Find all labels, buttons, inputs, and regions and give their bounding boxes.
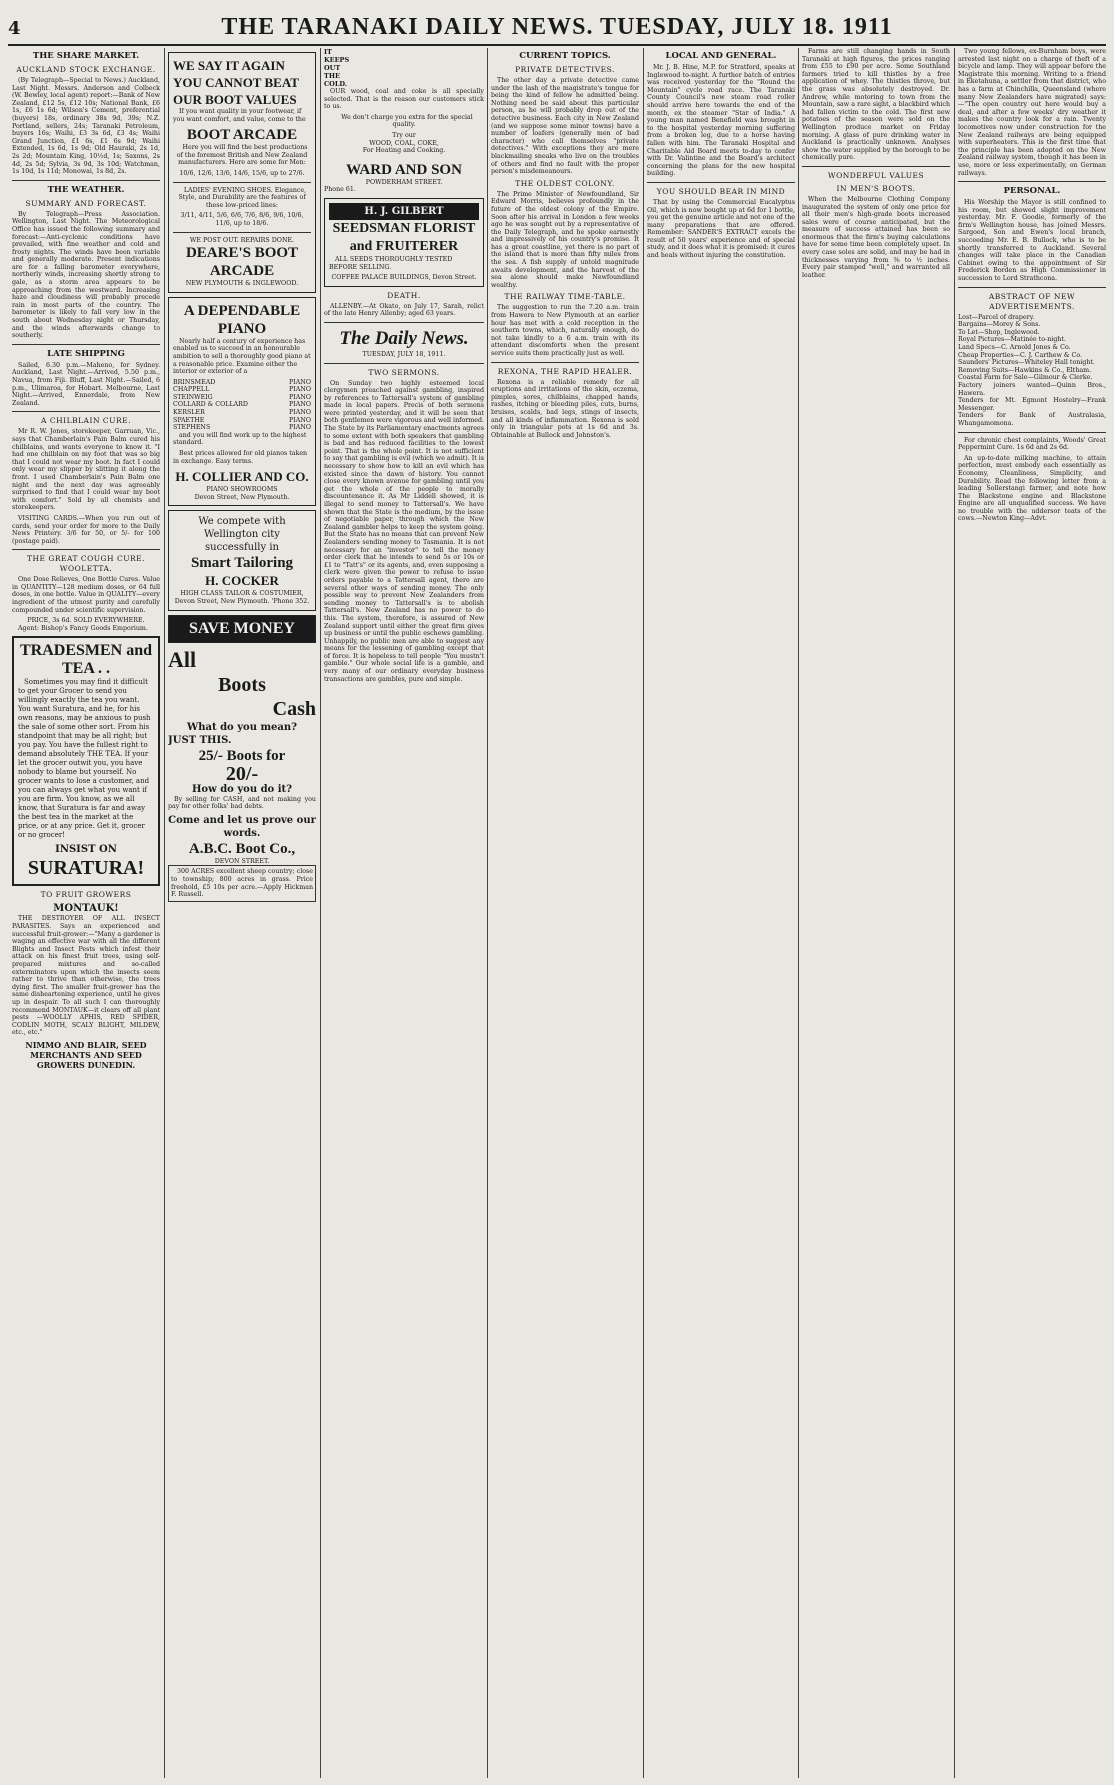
abstract-item: To Let—Shop, Inglewood. [958,328,1040,336]
personal-heading: PERSONAL. [1003,186,1061,197]
we-say-text: If you want quality in your footwear, if you want comfort, and value, come to the [173,108,306,123]
collier-name: H. COLLIER AND CO. [175,469,309,485]
weather-heading: THE WEATHER. [47,184,125,195]
piano-list-item: STEINWEIG PIANO [173,393,311,401]
page-number: 4 [8,18,21,39]
piano-list [173,379,311,432]
death-notice: ALLENBY.—At Okato, on July 17, Sarah, relict of the late Henry Allenby; aged 63 years. [324,302,484,318]
wood-coal-coke: WOOD, COAL, COKE, [369,139,439,147]
cocker-intro: We compete with Wellington city successfully in [198,516,286,554]
post-out: WE POST OUT. REPAIRS DONE. [189,236,295,244]
coal-charge: We don't charge you extra for the special quality. [341,113,473,129]
rexona-text: Rexona is a reliable remedy for all eruptions and irritations of the skin, eczema, pimples, sores, chilblains, chapped hands, rashes, itching or bleeding piles, cuts, burns, bruises, scalds, bad legs, stings of insects, and all kinds of inflammation. Rexona is sold only in triangular pots at 1s 6d and 3s. Obtainable at Bullock and Johnston's. [491,378,639,439]
suratura-insist: INSIST ON [55,844,117,856]
eucalyptus-heading: YOU SHOULD BEAR IN MIND [656,186,786,196]
montauk-title: MONTAUK! [53,903,119,915]
abc-boot-advert [168,647,316,866]
gilbert-address: COFFEE PALACE BUILDINGS, Devon Street. [331,274,477,282]
cough-cure-price: PRICE, 3s 6d. SOLD EVERYWHERE. [27,617,145,625]
column-6 [802,48,950,1778]
visiting-cards-text: VISITING CARDS.—When you run out of cards, send your order for more to the Daily News Printery. 3/6 for 50, or 5/- for 100 (postage paid). [12,514,160,545]
piano-list-item: SPAETHE PIANO [173,416,311,424]
divider [324,322,484,323]
wonderful-values-text: When the Melbourne Clothing Company inaugurated the system of only one price for all their men's high-grade boots increased sales were of course anticipated, but the measure of success attained has been so enormous that the firm's buying calculations have for some time been completely upset. In every case soles are solid, and may be had in thicknesses varying from ⅜ to ½ inches. Every pair stamped "well," and warranted all leather. [802,195,950,279]
column-3 [324,48,484,1778]
oldest-colony-heading: THE OLDEST COLONY. [515,178,615,188]
abstract-item: Royal Pictures—Matinée to-night. [958,336,1066,344]
abstract-item: Cheap Properties—C. J. Carthew & Co. [958,351,1083,359]
suratura-brand: SURATURA! [27,857,145,880]
oldest-colony-text: The Prime Minister of Newfoundland, Sir Edward Morris, believes profoundly in the future of the oldest colony of the Empire. Soon after his arrival in London a few weeks ago he was sought out by a representative of the Daily Telegraph, and he spoke earnestly and impressively of his country's promise. It has a great coastline, yet there is no part of the island that is more than fifty miles from the sea. A fish supply of untold magnitude awaits development, and the harvest of the sea alone should make Newfoundland wealthy. [491,190,639,289]
blackstone-text: An up-to-date milking machine, to attain perfection, must embody each essentially as Economy, Cleanliness, Simplicity, and Durability. Read the following letter from a leading Sollerstangi farmer, and note how The Blackstone engine and Blackstone Engine are all unqualified success. We have no trouble with the uddersor teats of the cows.—Newton King—Advt. [958,454,1106,523]
cough-cure-text: One Dose Relieves, One Bottle Cures. Value in QUANTITY—128 medium doses, or 64 full doses, in one bottle. Value in QUALITY—every ingredient of the utmost purity and carefully compounded under scientific supervision. [12,576,160,614]
divider [958,432,1106,433]
share-market-heading: THE SHARE MARKET. [32,51,140,61]
piano-list-item: KERSLER PIANO [173,409,311,417]
cocker-name: H. COCKER [205,573,279,589]
abc-come: Come and let us prove our words. [168,814,316,839]
abc-address: DEVON STREET. [214,857,270,865]
abc-how-text: By selling for CASH, and not making you pay for other folks' bad debts. [168,795,316,811]
woods-cure-text: For chronic chest complaints, Woods' Great Peppermint Cure. 1s 6d and 2s 6d. [958,436,1106,452]
column-rule [320,48,321,1778]
chilblain-text: Mr R. W. Jones, storekeeper, Garruan, Vic., says that Chamberlain's Pain Balm cured his chilblains, and wants everyone to know it. "I had one chilblain on my foot that was so big that I could not wear my boot. In fact I could only wear my slipper by slitting it along the front. I used Chamberlain's Pain Balm one night and the next day was agreeably surprised to find that I could wear my boot with comfort." Sold by all chemists and storekeepers. [12,428,160,512]
boot-arcade-advert [168,52,316,293]
divider [12,344,160,345]
deares-address: NEW PLYMOUTH & INGLEWOOD. [185,280,299,288]
column-rule [643,48,644,1778]
piano-advert [168,297,316,507]
divider [802,166,950,167]
save-money-banner [168,615,316,643]
abstract-item: Land Specs—C. Arnold Jones & Co. [958,344,1071,351]
cocker-advert [168,510,316,610]
abc-all: All [168,646,197,672]
piano-list-item: BRINSMEAD PIANO [173,378,311,386]
cocker-address: HIGH CLASS TAILOR & COSTUMIER, Devon Street, New Plymouth. 'Phone 352. [174,590,310,605]
shipping-heading: LATE SHIPPING [47,348,125,359]
abstract-item: Removing Suits—Hawkins & Co., Eltham. [958,366,1092,374]
column-rule [954,48,955,1778]
cough-cure-agent: Agent: Bishop's Fancy Goods Emporium. [18,624,148,632]
share-market-text: (By Telegraph—Special to News.) Auckland, Last Night. Messrs. Anderson and Colbeck (W. Bewley, local agent) report:—Bank of New Zealand, £12 5s, £12 10s; National Bank, £6 1s, £6 1s 6d; Wilson's Cement, preferential (buyers) 18s, ordinary 38s 9d, 39s; N.Z. Portland, sellers, 24s; Taranaki Petroleum, buyers 16s; Waihi, £3 3s 6d, £3 4s; Waihi Grand Junction, £1 6s, £1 6s 9d; Waihi Extended, 1s 6d, 1s 9d; Old Hauraki, 2s 1d, 2s 2d; Mountain King, 10½d, 1s; Saxons, 2s 4d, 2s 5d; Sylvia, 3s 9d, 3s 10d; Watchman, 1s 10d, 1s 11d; Monowai, 1s 8d, 2s. [12,77,160,176]
column-rule [487,48,488,1778]
personal-text: His Worship the Mayor is still confined to his room, but showed slight improvement yesterday. Mr. F. Goodie, formerly of the firm's Wellington house, has joined Messrs. Sargood, Son and Ewen's local branch, succeeding Mr. E. B. Bullock, who is to be shortly transferred to Auckland. Several changes will take place in the Canadian Cabinet owing to the appointment of Sir Frederick Borden as High Commissioner in succession to Lord Strathcona. [958,199,1106,283]
abc-just: JUST THIS. [168,734,232,746]
column-4 [491,48,639,1778]
current-topics-heading: CURRENT TOPICS. [519,51,611,61]
column-7 [958,48,1106,1778]
save-money-text: SAVE MONEY [189,619,295,637]
abstract-item: Tenders for Bank of Australasia, Whangamomona. [958,412,1106,427]
piano-list-item: COLLARD & COLLARD PIANO [173,401,311,409]
chilblain-heading: A CHILBLAIN CURE. [41,416,131,426]
men-prices: 10/6, 12/6, 13/6, 14/6, 15/6, up to 27/6. [179,169,305,177]
abstract-item: Tenders for Mt. Egmont Hostelry—Frank Messenger. [958,397,1106,412]
stock-exchange-subheading: AUCKLAND STOCK EXCHANGE. [16,65,156,74]
divider [173,232,311,233]
abstract-list [958,314,1106,428]
suratura-title: TRADESMEN and TEA . . [19,642,153,678]
rexona-heading: REXONA, THE RAPID HEALER. [497,366,633,376]
column-5 [647,48,795,1778]
gilbert-seedsman: SEEDSMAN FLORIST and FRUITERER [332,220,476,254]
collier-sub: PIANO SHOWROOMS [206,486,278,494]
abc-boots: Boots [218,673,266,696]
acres-ad: 300 ACRES excellent sheep country; close to township; 800 acres in grass. Price freehold, £5 10s per acre.—Apply Hickman F. Russell. [168,865,316,901]
piano-after: and you will find work up to the highest standard. [173,431,307,447]
abstract-item: Factory joiners wanted—Quinn Bros., Hawera. [958,381,1106,397]
heating-cooking: For Heating and Cooking. [362,147,446,155]
abstract-item: Coastal Farm for Sale—Gilmour & Clerke. [958,374,1093,382]
farms-text: Farms are still changing hands in South Taranaki at high figures, the prices ranging from £55 to £90 per acre. Some Southland farmers tried to kill thistles by a free application of whey. The thistles throve, but the grass was absolutely destroyed. Dr. Andrew, while motoring to town from the Mountain, saw a rare sight, a blackbird which had fallen victim to the cold. The first new potatoes of the season were sold on the Wellington produce market on Friday morning. A glass of pure drinking water in Auckland is practically unknown. Analyses show the water supplied by the borough to be chemically pure. [802,48,950,162]
cocker-smart-tailoring: Smart Tailoring [190,555,294,572]
editorial-date: TUESDAY, JULY 18, 1911. [362,350,446,358]
ladies-prices: 3/11, 4/11, 5/6, 6/6, 7/6, 8/6, 9/6, 10/6, 11/6, up to 18/6. [180,212,304,227]
weather-text: By Telegraph—Press Association. Wellington, Last Night. The Meteorological Office has issued the following summary and forecast:—Anti-cyclonic conditions have prevailed, with fine weather and cold and frosty nights. The winds have been variable and generally moderate. Present indications are for a falling barometer everywhere, northerly winds, increasing shortly strong to gale, as a storm area appears to be approaching from the westward. Increasing haze and cloudiness will probably precede rain in most parts of the country. The barometer is likely to fall very low in the south about Wednesday night or Thursday, and the winds afterwards change to southerly. [12,210,160,340]
newspaper-title: THE TARANAKI DAILY NEWS. TUESDAY, JULY 18. 1911 [221,14,893,40]
divider [958,181,1106,182]
fruit-growers-heading: TO FRUIT GROWERS [40,890,132,900]
shipping-text: Sailed, 6.30 p.m.—Maheno, for Sydney. Auckland, Last Night.—Arrived, 5.50 p.m., Navua, from Fiji. Bluff, Last Night.—Sailed, 6 p.m., Ulimaroa, for Hobart. Melbourne, Last Night.—Arrived, Ennerdale, from New Zealand. [12,361,160,407]
divider [173,182,311,183]
column-rule [798,48,799,1778]
ladies-text: LADIES' EVENING SHOES. Elegance, Style, and Durability are the features of these low-priced lines: [178,186,307,209]
column-rule [164,48,165,1778]
try-our: Try our [392,131,416,139]
collier-address: Devon Street, New Plymouth. [194,493,290,501]
railway-text: The suggestion to run the 7.20 a.m. train from Hawera to New Plymouth at an earlier hour has met with a cold reception in the southern towns, which, naturally enough, do not take kindly to a 6 a.m. train with its attendant discomforts when the present service suits them practically just as well. [491,304,639,357]
abc-price-old: 25/- Boots for [198,747,286,764]
weather-subheading: SUMMARY AND FORECAST. [25,198,147,208]
abc-how: How do you do it? [191,783,292,795]
cough-cure-heading: THE GREAT COUGH CURE. WOOLETTA. [26,554,146,574]
coal-text: OUR wood, coal and coke is all specially selected. That is the reason our customers stick to us. [324,88,484,111]
local-general-heading: LOCAL AND GENERAL. [665,51,777,61]
column-1 [12,48,160,1778]
local-general-text: Mr. J. B. Hine, M.P. for Stratford, speaks at Inglewood to-night. A further batch of entries was received yesterday for the "Round the Mountain" cycle road race. The Taranaki County Council's new steam road roller should arrive here towards the end of the month, ex the steamer "Star of India." A young man named Benefield was brought in to the hospital yesterday morning suffering from a broken leg, due to a horse having fallen with him. The Taranaki Hospital and Charitable Aid Board meets to-day to confer with Dr. Valintine and the Board's architect concerning the plans for the new hospital building. [647,64,795,178]
ward-phone: Phone 61. [324,186,356,194]
boot-arcade-title: BOOT ARCADE [186,127,298,144]
divider [491,362,639,363]
abc-cash: Cash [272,697,316,720]
suratura-advert [12,636,160,886]
piano-list-item: CHAPPELL PIANO [173,386,311,394]
cold-advert [324,48,484,88]
divider [324,363,484,364]
piano-list-item: STEPHENS PIANO [173,424,311,432]
railway-heading: THE RAILWAY TIME-TABLE. [504,292,626,302]
mens-boots-subheading: IN MEN'S BOOTS. [836,183,916,193]
montauk-text: THE DESTROYER OF ALL INSECT PARASITES. Says an experienced and successful fruit-grower:—"Many a gardener is waging an effective war with all the different Blights and Insect Pests which infest their attack on his finest fruit trees, using self-prepared mixtures and so-called exterminators upon which the insects seem rather to thrive than otherwise, the trees dying first. The smaller fruit-grower has the same disheartening experience, until he gives up in despair. To all such I can thoroughly recommend MONTAUK—it clears off all plant pests —WOOLLY APHIS, RED SPIDER, CODLIN MOTH, SCALY BLIGHT, MILDEW, etc., etc." [12,915,160,1037]
masthead [8,14,1106,46]
boot-arcade-text: Here you will find the best productions of the foremost British and New Zealand manufacturers. Here are some for Men: [176,144,308,167]
gilbert-name: H. J. GILBERT [329,203,479,220]
divider [647,182,795,183]
suratura-text: Sometimes you may find it difficult to get your Grocer to send you willingly exactly the tea you want. You want Suratura, and he, for his own reasons, may be anxious to push the sale of some other sort. From his standpoint that may be all right; but you pay. You have the fullest right to demand absolutely THE TEA. If your let the grocer outwit you, you have nobody to blame but yourself. No grocer wants to lose a customer, and you can always get what you want if you are firm. You know, as we all know, that Suratura is far and away the best tea in the market at the price, or at any price. Get it, grocer or no grocer! [18,678,151,840]
divider [12,549,160,550]
gilbert-seeds-text: ALL SEEDS THOROUGHLY TESTED BEFORE SELLING. [329,255,453,271]
divider [12,411,160,412]
abc-name: A.B.C. Boot Co., [188,840,296,857]
sermons-text: On Sunday two highly esteemed local clergymen preached against gambling, inspired by references to Tattersall's system of gambling made in local papers. Precis of both sermons were printed yesterday, and it will be seen that both gentlemen were vigorous and well informed. The State by its Parliamentary enactments agrees to some extent with both speakers that gambling is bad and has reduced facilities to the lowest point. That is the whole point. It is not sufficient to say that gambling is evil (which we admit). It is necessary to show how to kill an evil which has existed since the dawn of history. You cannot close every known avenue for gambling until you get the whole of the people to morally discountenance it. As Mr Liddell showed, it is illegal to send money to Tattersall's. We have shown that the State is the medium, by the issue of negotiable paper, through which the New Zealand gambler helps to keep the system going. But the State has no means that can prevent New Zealanders sending money to Tasmania. It is not necessary for an "investor" to tell the money order clerk that he intends to send 5s or 10s or £1 to "Tatt's" or its agents, and, even supposing a clerk were given the power to refuse to issue orders payable to a Tattersall agent, there are several other ways of sending money. The only possible way to prevent New Zealanders from sending money to Tattersall's is to abolish Tattersall's. New Zealand has no power to do this. The system, therefore, is assured of New Zealand support until either the great firm gives up business or until the public eschews gambling. Unhappily, no public men are able to suggest any means for the lessening of gambling except that of force. It is hopeless to tell people "You mustn't gamble." Our whole social life is a gamble, and very many of our ordinary everyday business transactions are gambles, pure and simple. [324,379,484,683]
gilbert-advert [324,198,484,287]
abstract-item: Saunders' Pictures—Whiteley Hall tonight. [958,359,1095,367]
cold-text: IT KEEPS OUT THE COLD. [324,48,350,88]
column-2 [168,48,316,1778]
abstract-item: Bargains—Morey & Sons. [958,321,1041,329]
detectives-text: The other day a private detective came under the lash of the magistrate's tongue for being the kind of fellow he admitted being. Nothing need be said about this particular person, as he will probably drop out of the detective business. Each city in New Zealand (and we suppose some minor towns) have a number of loafers (generally men of bad character) who call themselves "private detectives." With exceptions they are mere blackmailing sneaks who live on the troubles of others and find no fault with the proper person's misdemeanours. [491,77,639,176]
divider [958,287,1106,288]
divider [12,180,160,181]
eucalyptus-text: That by using the Commercial Eucalyptus Oil, which is now bought up at 6d for 1 bottle, you get the genuine article and not one of the many preparations that are offered. Remember: SANDER'S EXTRACT excels the result of 50 years' experience and of special study, and it does what it is promised: it cures and heals without injuring the constitution. [647,198,795,260]
news-intro-text: Two young fellows, ex-Burnham boys, were arrested last night on a charge of theft of a bicycle and lamp. They will appear before the Magistrate this morning. Writing to a friend in Eketahuna, a settler from that district, who has a farm at Chinchilla, Queensland (where many New Zealanders have migrated) says:—"The open country out here would buy a deal, and after a few weeks' dry weather it makes the country look for a rain. Twenty locomotives now under construction for the New Zealand railways are being equipped with superheaters. This is the first time that the principle has been adopted on the New Zealand railway system, though it has been in use, more or less experimentally, on German railways. [958,48,1106,177]
piano-exchange: Best prices allowed for old pianos taken in exchange. Easy terms. [173,450,308,465]
sermons-heading: TWO SERMONS. [368,367,440,377]
wonderful-values-heading: WONDERFUL VALUES [827,170,925,180]
death-heading: DEATH. [387,290,421,300]
piano-text: Nearly half a century of experience has enabled us to succeed in an honourable ambition to sell a thoroughly good piano at a reasonable price. Examine either the interior or exterior of a [173,337,311,376]
daily-news-logo: The Daily News. [339,327,469,349]
detectives-heading: PRIVATE DETECTIVES. [515,65,615,74]
piano-title: A DEPENDABLE PIANO [183,302,301,337]
abstract-item: Lost—Parcel of drapery. [958,313,1035,321]
ward-and-son: WARD AND SON [346,161,462,178]
abstract-heading: ABSTRACT OF NEW ADVERTISEMENTS. [988,291,1076,311]
cold-blank [362,48,484,88]
abc-what: What do you mean? [186,721,297,733]
ward-address: POWDERHAM STREET. [365,178,443,186]
we-say-heading: WE SAY IT AGAIN YOU CANNOT BEAT OUR BOOT VALUES [173,58,299,107]
deares-boot-arcade: DEARE'S BOOT ARCADE [185,245,299,280]
nimmo-blair: NIMMO AND BLAIR, SEED MERCHANTS AND SEED GROWERS DUNEDIN. [25,1039,147,1070]
abc-price-new: 20/- [225,762,259,785]
